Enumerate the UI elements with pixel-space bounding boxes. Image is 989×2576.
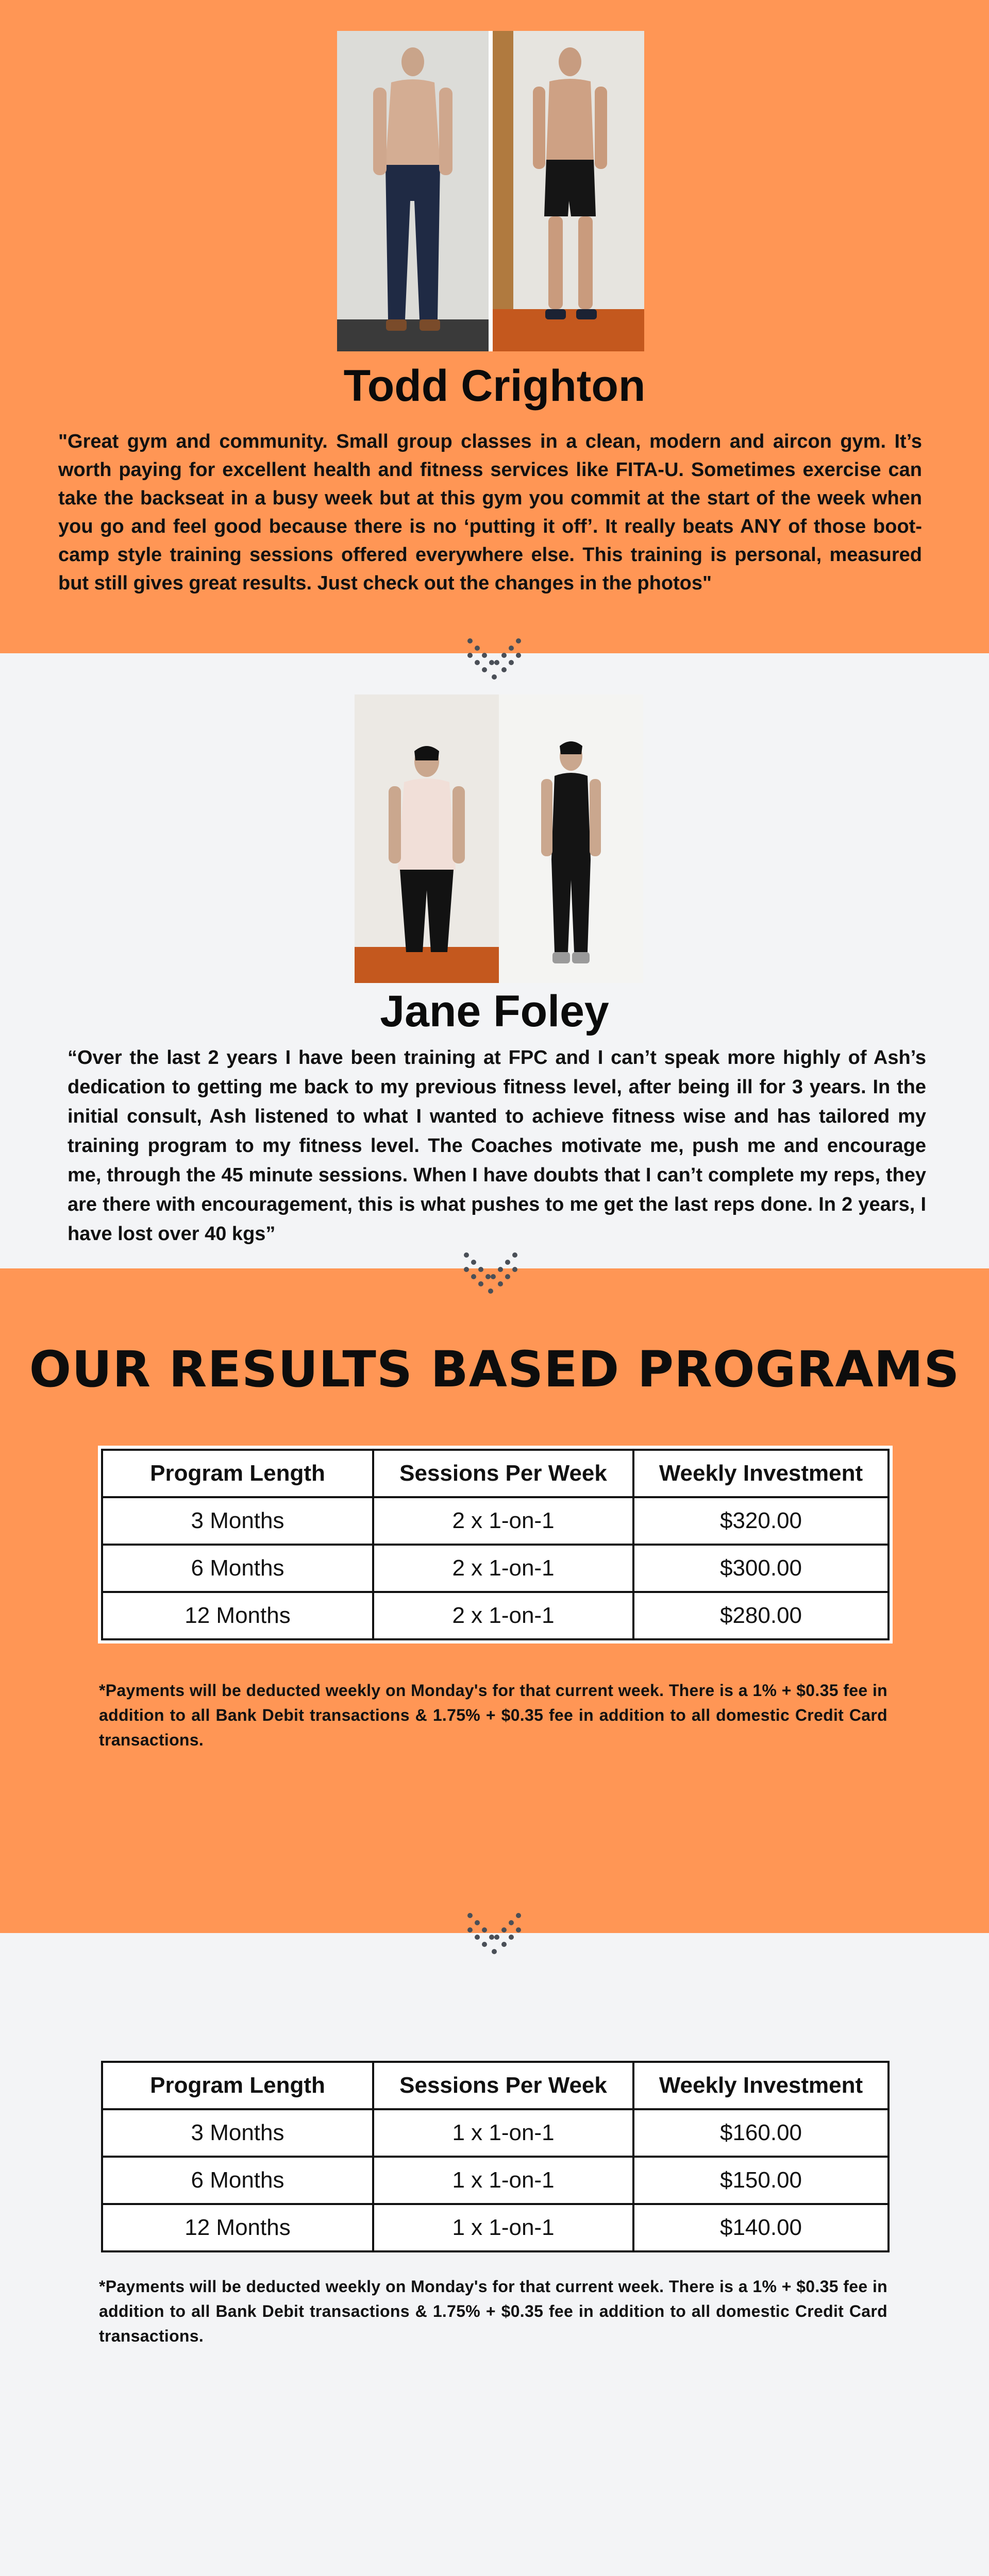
header-sessions-per-week: Sessions Per Week (373, 2062, 633, 2109)
pricing-table-one-session (101, 2061, 890, 2252)
before-photo-jane (355, 694, 499, 983)
table-row (102, 1497, 889, 1545)
cell-program-length: 6 Months (102, 1545, 373, 1592)
cell-sessions-per-week: 1 x 1-on-1 (373, 2109, 633, 2157)
chevron-down-icon (466, 637, 523, 683)
before-after-photos-jane (355, 694, 643, 983)
table-row (102, 1545, 889, 1592)
cell-weekly-investment: $300.00 (633, 1545, 889, 1592)
programs-heading: OUR RESULTS BASED PROGRAMS (29, 1341, 960, 1398)
table-row (102, 2109, 889, 2157)
cell-program-length: 6 Months (102, 2157, 373, 2204)
payment-note: *Payments will be deducted weekly on Monday's for that current week. There is a 1% + $0.35 fee in addition to all Bank Debit transactions & 1.75% + $0.35 fee in addition to all domestic Credit Card transactions. (99, 1681, 887, 1749)
cell-program-length: 12 Months (102, 2204, 373, 2251)
programs-section-one-session (0, 1933, 989, 2576)
cell-sessions-per-week: 2 x 1-on-1 (373, 1497, 633, 1545)
payment-note: *Payments will be deducted weekly on Monday's for that current week. There is a 1% + $0.35 fee in addition to all Bank Debit transactions & 1.75% + $0.35 fee in addition to all domestic Credit Card transactions. (99, 2277, 887, 2345)
pricing-table-header-row (102, 2062, 889, 2109)
chevron-down-icon (466, 1911, 523, 1958)
cell-weekly-investment: $150.00 (633, 2157, 889, 2204)
cell-sessions-per-week: 1 x 1-on-1 (373, 2157, 633, 2204)
cell-sessions-per-week: 2 x 1-on-1 (373, 1545, 633, 1592)
table-row (102, 2204, 889, 2251)
programs-section-two-sessions (0, 1268, 989, 1933)
header-program-length: Program Length (102, 1450, 373, 1497)
testimonial-name-todd: Todd Crighton (343, 361, 646, 411)
cell-weekly-investment: $320.00 (633, 1497, 889, 1545)
testimonial-quote-todd: "Great gym and community. Small group classes in a clean, modern and aircon gym. It’s worth paying for excellent health and fitness services like FITA-U. Sometimes exercise can take the backseat in a busy week but at this gym you commit at the start of the week when you go and feel good because there is no ‘putting it off’. It really beats ANY of those boot-camp style training sessions offered everywhere else. This training is personal, measured but still gives great results. Just check out the changes in the photos" (58, 431, 922, 594)
testimonial-name-jane: Jane Foley (380, 987, 609, 1036)
table-row (102, 1592, 889, 1639)
cell-weekly-investment: $160.00 (633, 2109, 889, 2157)
before-after-photos-todd (337, 31, 644, 351)
header-weekly-investment: Weekly Investment (633, 1450, 889, 1497)
testimonial-section-jane (0, 653, 989, 1268)
cell-program-length: 3 Months (102, 1497, 373, 1545)
cell-weekly-investment: $140.00 (633, 2204, 889, 2251)
after-photo-todd (493, 31, 644, 351)
header-sessions-per-week: Sessions Per Week (373, 1450, 633, 1497)
cell-sessions-per-week: 2 x 1-on-1 (373, 1592, 633, 1639)
testimonial-quote-jane: “Over the last 2 years I have been training at FPC and I can’t speak more highly of Ash’s dedication to getting me back to my previous fitness level, after being ill for 3 years. In the initial consult, Ash listened to what I wanted to achieve fitness wise and has tailored my training program to my fitness level. The Coaches motivate me, push me and encourage me, through the 45 minute sessions. When I have doubts that I can’t complete my reps, they are there with encouragement, this is what pushes to me get the last reps done. In 2 years, I have lost over 40 kgs” (68, 1047, 926, 1245)
header-weekly-investment: Weekly Investment (633, 2062, 889, 2109)
pricing-table-header-row (102, 1450, 889, 1497)
cell-sessions-per-week: 1 x 1-on-1 (373, 2204, 633, 2251)
after-photo-jane (499, 694, 643, 983)
table-row (102, 2157, 889, 2204)
cell-program-length: 3 Months (102, 2109, 373, 2157)
header-program-length: Program Length (102, 2062, 373, 2109)
cell-program-length: 12 Months (102, 1592, 373, 1639)
pricing-table-two-sessions (101, 1449, 890, 1640)
chevron-down-icon (462, 1251, 519, 1297)
before-photo-todd (337, 31, 489, 351)
cell-weekly-investment: $280.00 (633, 1592, 889, 1639)
testimonial-section-todd (0, 0, 989, 653)
